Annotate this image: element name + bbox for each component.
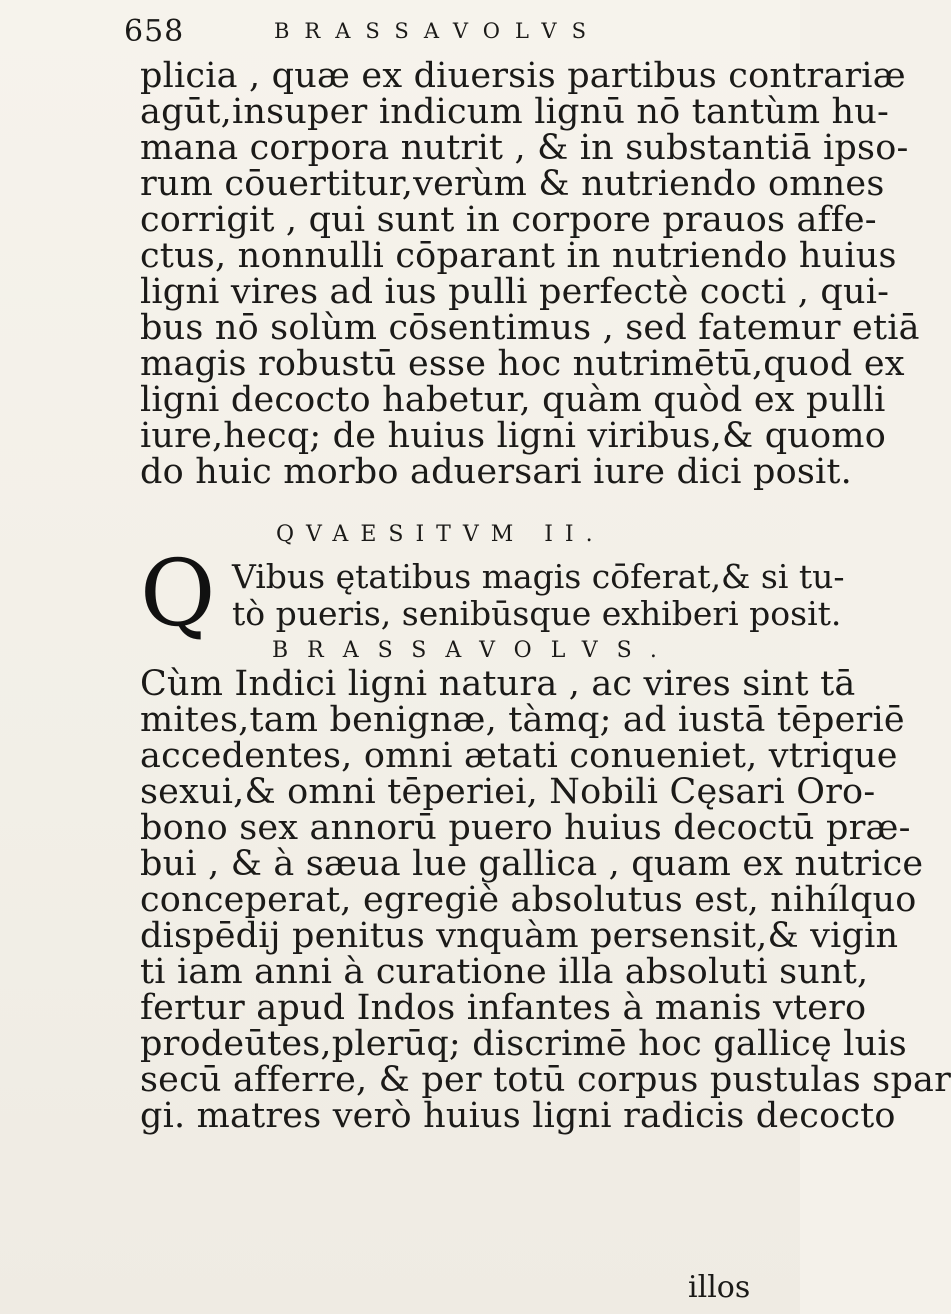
text-line: bono sex annorū puero huius decoctū præ- bbox=[140, 808, 911, 848]
text-line: dispēdij penitus vnquàm persensit,& vigin bbox=[140, 916, 899, 956]
text-line: plicia , quæ ex diuersis partibus contrariæ bbox=[140, 56, 906, 96]
text-line: ligni vires ad ius pulli perfectè cocti , qui- bbox=[140, 272, 890, 312]
text-line: prodeūtes,plerūq; discrimē hoc gallicę luis bbox=[140, 1024, 907, 1064]
text-line: mana corpora nutrit , & in substantiā ipso- bbox=[140, 128, 909, 168]
text-line: corrigit , qui sunt in corpore prauos affe- bbox=[140, 200, 877, 240]
text-line: gi. matres verò huius ligni radicis decocto bbox=[140, 1096, 896, 1136]
text-line: rum cōuertitur,verùm & nutriendo omnes bbox=[140, 164, 885, 204]
drop-cap-initial: Q bbox=[140, 540, 216, 647]
catchword: illos bbox=[688, 1270, 751, 1305]
text-line: ligni decocto habetur, quàm quòd ex pulli bbox=[140, 380, 886, 420]
author-heading: BRASSAVOLVS. bbox=[272, 638, 676, 663]
text-block-answer bbox=[140, 664, 951, 1136]
text-line: ctus, nonnulli cōparant in nutriendo huius bbox=[140, 236, 897, 276]
text-line: bui , & à sæua lue gallica , quam ex nutrice bbox=[140, 844, 924, 884]
text-line: agūt,insuper indicum lignū nō tantùm hu- bbox=[140, 92, 890, 132]
text-block-intro bbox=[140, 56, 920, 492]
text-line: accedentes, omni ætati conueniet, vtrique bbox=[140, 736, 898, 776]
text-line: magis robustū esse hoc nutrimētū,quod ex bbox=[140, 344, 905, 384]
text-line: sexui,& omni tēperiei, Nobili Cęsari Oro- bbox=[140, 772, 876, 812]
text-line: Cùm Indici ligni natura , ac vires sint tā bbox=[140, 664, 856, 704]
question-line: tò pueris, senibūsque exhiberi posit. bbox=[232, 594, 842, 633]
question-text bbox=[232, 558, 845, 632]
text-line: ti iam anni à curatione illa absoluti sunt, bbox=[140, 952, 869, 992]
running-head: BRASSAVOLVS bbox=[274, 19, 601, 43]
text-line: fertur apud Indos infantes à manis vtero bbox=[140, 988, 867, 1028]
text-line: do huic morbo aduersari iure dici posit. bbox=[140, 452, 852, 492]
text-line: secū afferre, & per totū corpus pustulas spar bbox=[140, 1060, 951, 1100]
text-line: iure,hecq; de huius ligni viribus,& quomo bbox=[140, 416, 886, 456]
page-header bbox=[124, 14, 684, 54]
question-heading: QVAESITVM II. bbox=[276, 522, 605, 547]
text-line: mites,tam benignæ, tàmq; ad iustā tēperiē bbox=[140, 700, 905, 740]
text-line: conceperat, egregiè absolutus est, nihílquo bbox=[140, 880, 917, 920]
question-line: Vibus ętatibus magis cōferat,& si tu- bbox=[232, 557, 845, 596]
text-line: bus nō solùm cōsentimus , sed fatemur etiā bbox=[140, 308, 920, 348]
page-number: 658 bbox=[124, 14, 185, 49]
